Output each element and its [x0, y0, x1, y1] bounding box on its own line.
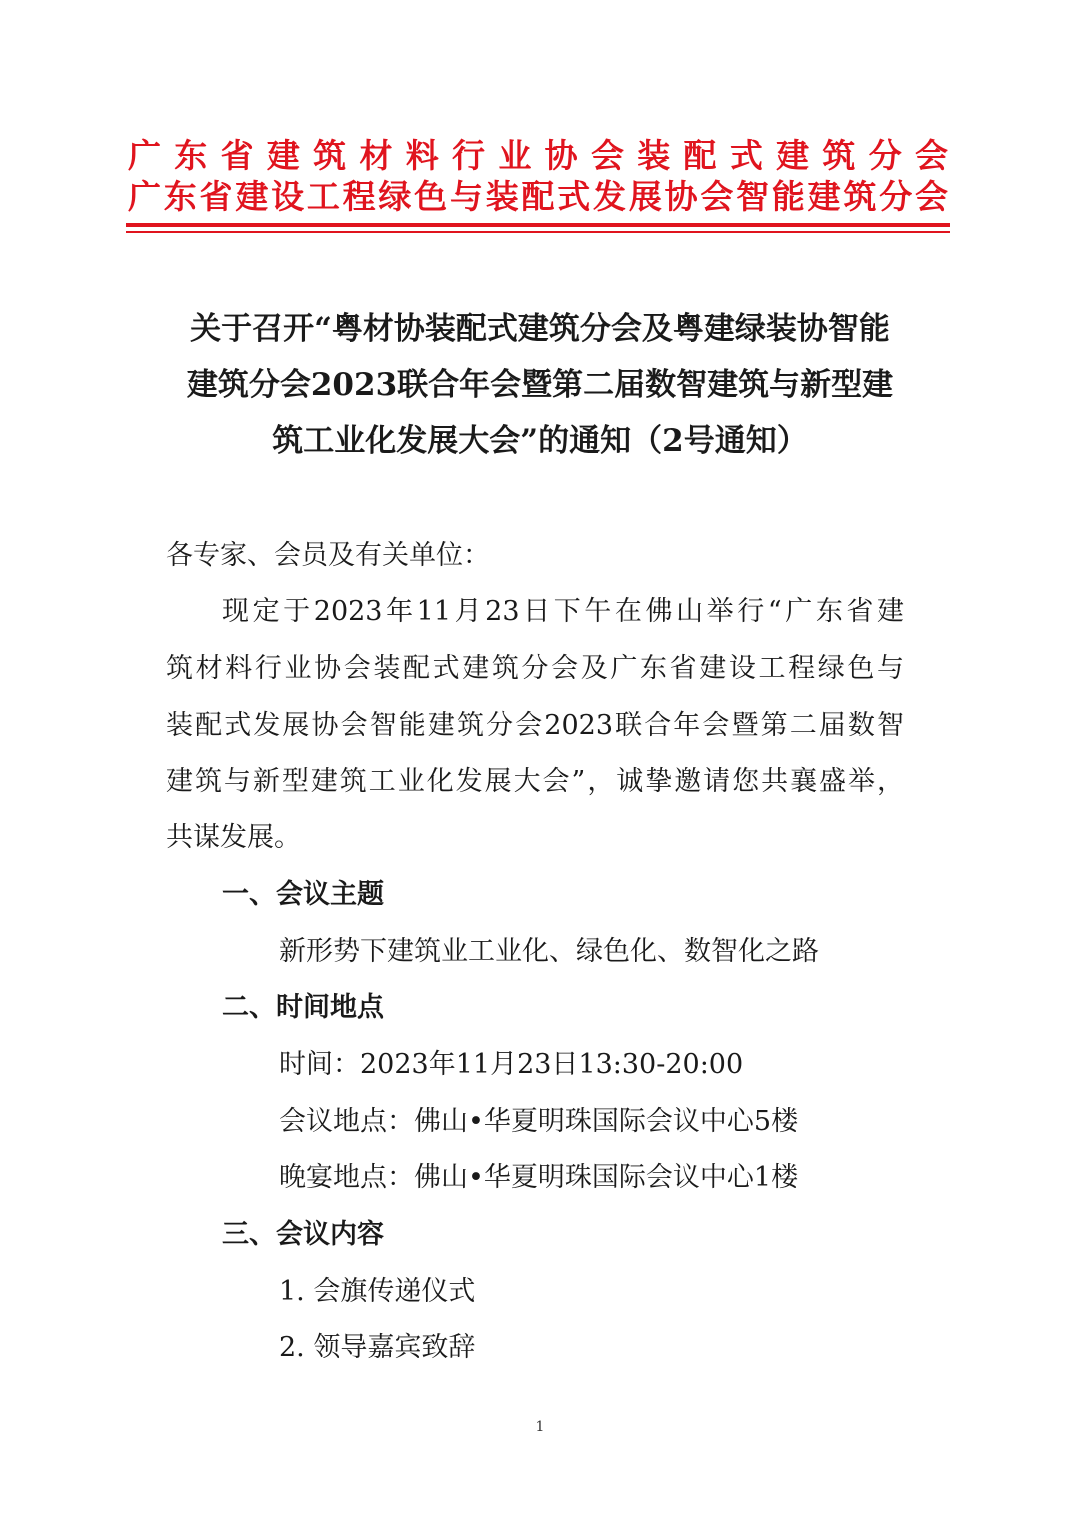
meeting-venue: 会议地点：佛山•华夏明珠国际会议中心5楼: [279, 1106, 799, 1137]
intro-line-2: 筑材料行业协会装配式建筑分会及广东省建设工程绿色与: [166, 653, 904, 684]
meeting-theme: 新形势下建筑业工业化、绿色化、数智化之路: [279, 936, 819, 967]
intro-line-1: 现定于2023年11月23日下午在佛山举行“广东省建: [222, 596, 904, 627]
page-number: 1: [535, 1419, 545, 1435]
section-3-heading: 三、会议内容: [222, 1219, 384, 1250]
content-item-1: 1. 会旗传递仪式: [279, 1276, 476, 1307]
title-line-3: 筑工业化发展大会”的通知（2号通知）: [272, 423, 808, 459]
intro-line-5: 共谋发展。: [166, 822, 301, 853]
letterhead-rule-thin: [126, 231, 950, 233]
meeting-time: 时间：2023年11月23日13:30-20:00: [279, 1049, 744, 1080]
content-item-2: 2. 领导嘉宾致辞: [279, 1332, 476, 1363]
letterhead-org-2: 广东省建设工程绿色与装配式发展协会智能建筑分会: [128, 177, 948, 216]
section-1-heading: 一、会议主题: [222, 879, 384, 910]
intro-line-4: 建筑与新型建筑工业化发展大会”，诚挚邀请您共襄盛举，: [166, 766, 904, 797]
banquet-venue: 晚宴地点：佛山•华夏明珠国际会议中心1楼: [279, 1162, 799, 1193]
intro-line-3: 装配式发展协会智能建筑分会2023联合年会暨第二届数智: [166, 710, 904, 741]
title-line-2: 建筑分会2023联合年会暨第二届数智建筑与新型建: [186, 367, 894, 403]
title-line-1: 关于召开“粤材协装配式建筑分会及粤建绿装协智能: [190, 311, 890, 347]
section-2-heading: 二、时间地点: [222, 992, 384, 1023]
salutation: 各专家、会员及有关单位：: [166, 540, 490, 571]
letterhead-rule-thick: [126, 223, 950, 227]
letterhead-org-1: 广东省建筑材料行业协会装配式建筑分会: [128, 136, 948, 175]
